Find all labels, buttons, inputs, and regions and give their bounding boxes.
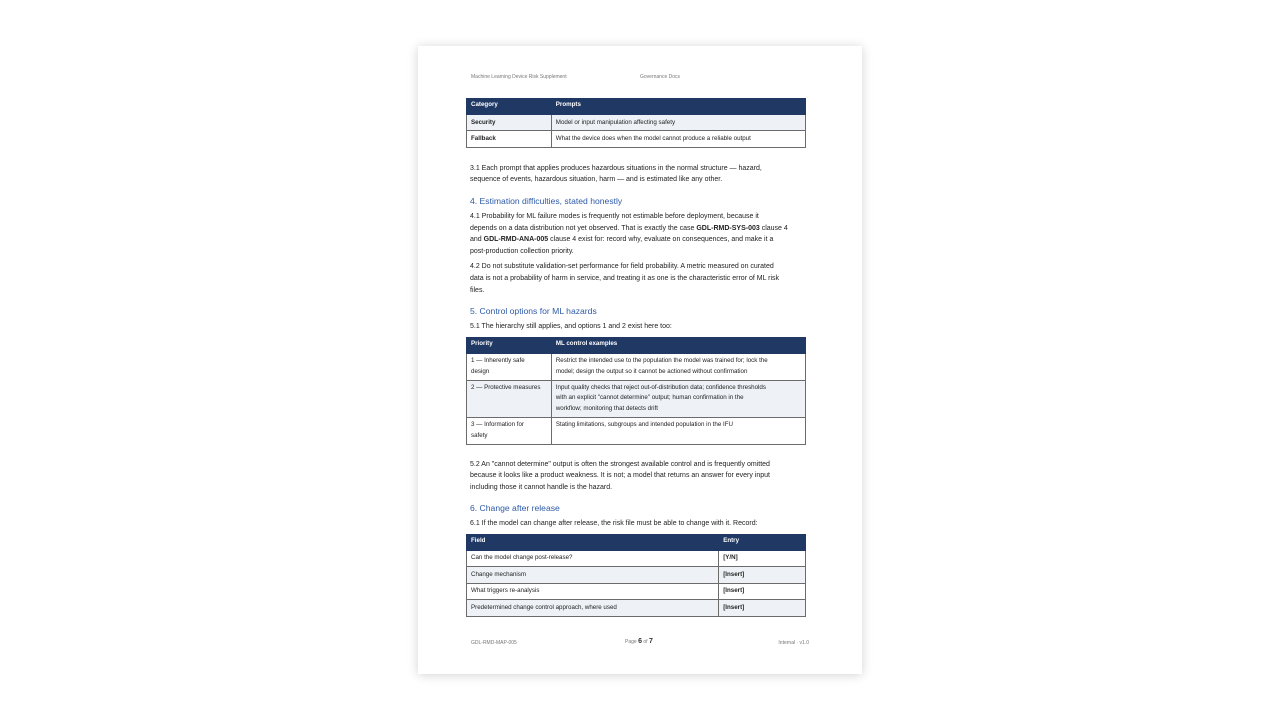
cell-line: safety: [471, 431, 488, 439]
text-line: sequence of events, hazardous situation, harm — and is estimated like any other.: [470, 176, 723, 184]
table-cell-examples: [551, 417, 805, 444]
table-cell-category: Fallback: [467, 131, 552, 147]
table-cell-field: Change mechanism: [467, 567, 719, 583]
paragraph-5-2: [466, 459, 806, 494]
table-header-row: [467, 99, 806, 115]
table-header-cell: Entry: [719, 534, 806, 550]
table-row: [467, 567, 806, 583]
cell-line: 1 — Inherently safe: [471, 357, 525, 365]
document-page: [418, 46, 862, 674]
cell-line: Restrict the intended use to the population the model was trained for; lock the: [555, 357, 768, 365]
cell-line: with an explicit "cannot determine" output; human confirmation in the: [555, 394, 744, 402]
table-header-cell: Category: [467, 99, 552, 115]
change-record-table: [466, 534, 806, 617]
cell-line: Stating limitations, subgroups and intended population in the IFU: [555, 421, 733, 429]
table-cell-entry: [Y/N]: [719, 550, 806, 566]
ml-control-options-table: [466, 337, 806, 445]
page-content: [466, 98, 806, 617]
text-line: 4.1 Probability for ML failure modes is frequently not estimable before deployment, because it: [470, 213, 759, 220]
cell-line: 2 — Protective measures: [471, 384, 541, 392]
text-line: 3.1 Each prompt that applies produces hazardous situations in the normal structure — hazard,: [470, 164, 762, 172]
text-line: post-production collection priority.: [470, 247, 574, 255]
table-cell-entry: [Insert]: [719, 583, 806, 599]
text-line: depends on a data distribution not yet observed. That is exactly the case: [470, 224, 697, 232]
table-row: [467, 353, 806, 380]
table-cell-examples: [551, 353, 805, 380]
text-line: clause 4: [759, 224, 788, 232]
cell-line: workflow; monitoring that detects drift: [555, 404, 658, 412]
paragraph-5-1: 5.1 The hierarchy still applies, and options 1 and 2 exist here too:: [470, 323, 672, 331]
paragraph-3-1: [466, 163, 806, 186]
cell-line: Input quality checks that reject out-of-distribution data; confidence thresholds: [555, 384, 766, 392]
paragraph-6-1: 6.1 If the model can change after release, the risk file must be able to change with it. Record:: [470, 520, 758, 528]
footer-classification: Internal · v1.0: [778, 640, 809, 646]
text-line: data is not a probability of harm in service, and treating it as one is the characteristic error of ML risk: [470, 274, 780, 282]
running-header: [471, 74, 809, 82]
table-header-cell: ML control examples: [551, 337, 805, 353]
category-prompts-table: [466, 98, 806, 148]
of-word: of: [643, 639, 648, 645]
table-cell-category: Security: [467, 115, 552, 131]
header-document-title: Machine Learning Device Risk Supplement: [471, 74, 567, 80]
document-reference: GDL-RMD-SYS-003: [696, 224, 760, 232]
table-row: [467, 600, 806, 616]
cell-line: model; design the output so it cannot be actioned without confirmation: [555, 367, 748, 375]
table-header-cell: Priority: [467, 337, 552, 353]
table-cell-priority: [467, 353, 552, 380]
section-heading-5: 5. Control options for ML hazards: [470, 306, 597, 317]
document-reference: GDL-RMD-ANA-005: [483, 236, 549, 244]
table-cell-prompt: Model or input manipulation affecting safety: [551, 115, 805, 131]
table-cell-priority: [467, 380, 552, 417]
table-cell-field: Predetermined change control approach, where used: [467, 600, 719, 616]
header-collection-name: Governance Docs: [640, 74, 681, 80]
cell-line: design: [471, 367, 490, 375]
page-number: [625, 638, 653, 645]
table-row: [467, 380, 806, 417]
text-line: 5.2 An "cannot determine" output is often the strongest available control and is frequently omitted: [470, 460, 770, 468]
table-cell-priority: [467, 417, 552, 444]
table-header-row: [467, 337, 806, 353]
table-header-cell: Prompts: [551, 99, 805, 115]
table-cell-field: What triggers re-analysis: [467, 583, 719, 599]
text-line: and: [470, 236, 484, 244]
table-row: [467, 417, 806, 444]
section-heading-6: 6. Change after release: [470, 503, 560, 514]
table-cell-examples: [551, 380, 805, 417]
table-cell-field: Can the model change post-release?: [467, 550, 719, 566]
text-line: 4.2 Do not substitute validation-set performance for field probability. A metric measured on curated: [470, 263, 774, 271]
section-heading-4: 4. Estimation difficulties, stated honestly: [470, 196, 623, 206]
table-row: [467, 583, 806, 599]
text-line: because it looks like a product weakness. It is not; a model that returns an answer for every input: [470, 472, 770, 480]
text-line: including those it cannot handle is the hazard.: [470, 483, 613, 491]
paragraph-4-1: [466, 211, 806, 257]
table-cell-prompt: What the device does when the model cannot produce a reliable output: [551, 131, 805, 147]
table-header-row: [467, 534, 806, 550]
page-word: Page: [625, 639, 637, 645]
table-cell-entry: [Insert]: [719, 567, 806, 583]
table-row: [467, 115, 806, 131]
table-header-cell: Field: [467, 534, 719, 550]
table-row: [467, 131, 806, 147]
footer-document-id: GDL-RMD-MAP-005: [471, 640, 517, 646]
table-cell-entry: [Insert]: [719, 600, 806, 616]
table-row: [467, 550, 806, 566]
text-line: files.: [470, 286, 485, 294]
cell-line: 3 — Information for: [471, 421, 524, 429]
total-pages: 7: [648, 638, 653, 645]
page-footer: [471, 638, 809, 648]
current-page: 6: [638, 638, 642, 645]
paragraph-4-2: [466, 261, 806, 296]
text-line: clause 4 exist for: record why, evaluate on consequences, and make it a: [548, 236, 774, 244]
